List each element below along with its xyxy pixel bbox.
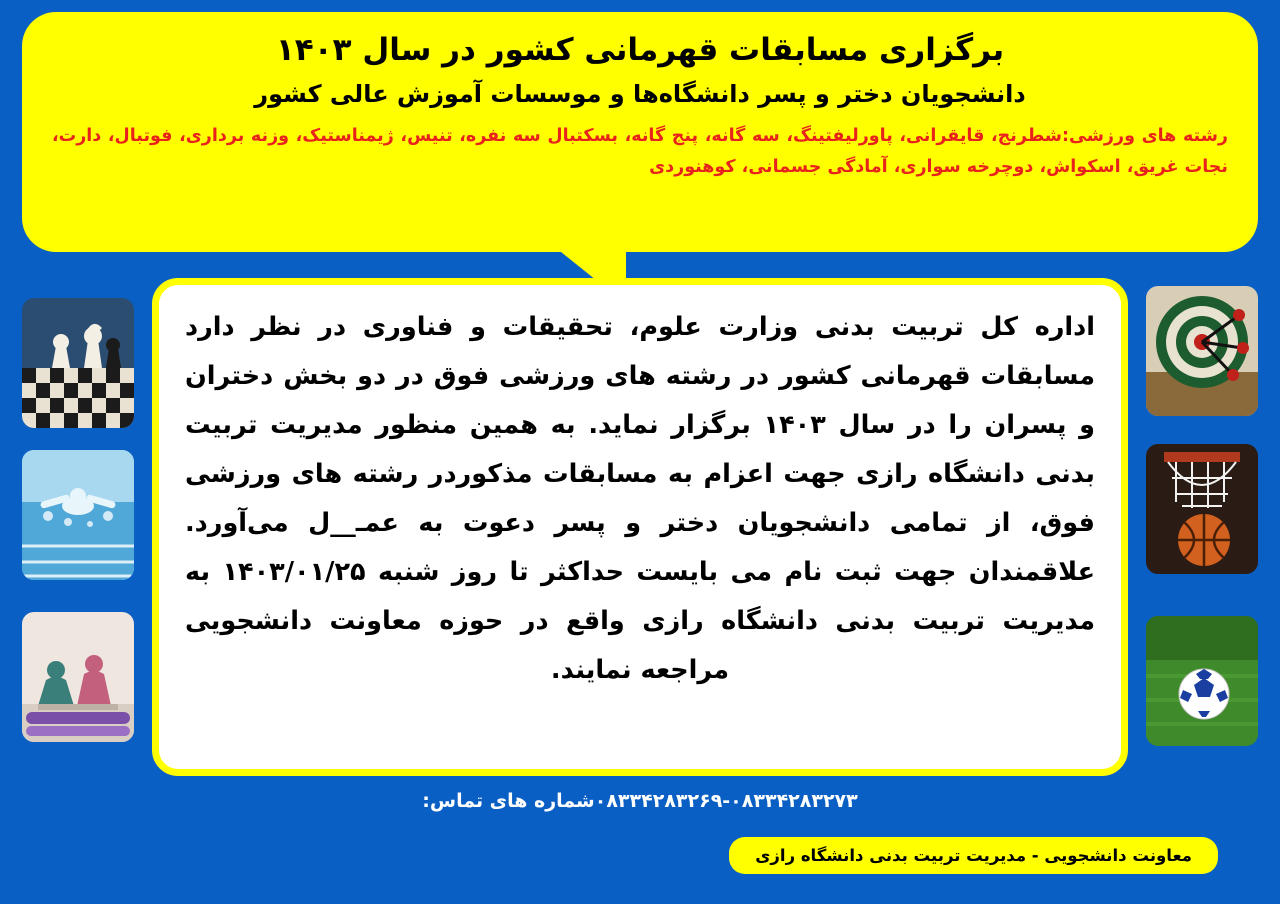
fitness-photo bbox=[22, 612, 134, 742]
page-title: برگزاری مسابقات قهرمانی کشور در سال ۱۴۰۳ bbox=[275, 32, 1005, 68]
chess-photo bbox=[22, 298, 134, 428]
contact-numbers: ۰۸۳۳۴۲۸۳۲۶۹-۰۸۳۳۴۲۸۳۲۷۳ bbox=[594, 790, 858, 812]
contact-line bbox=[152, 790, 1128, 812]
page-subtitle: دانشجویان دختر و پسر دانشگاه‌ها و موسسات آموزش عالی کشور bbox=[254, 79, 1026, 108]
announcement-bubble bbox=[22, 12, 1258, 252]
football-photo bbox=[1146, 616, 1258, 746]
darts-photo bbox=[1146, 286, 1258, 416]
basketball-photo bbox=[1146, 444, 1258, 574]
contact-label: شماره های تماس: bbox=[422, 790, 595, 812]
main-content-panel bbox=[152, 278, 1128, 776]
sports-list-line bbox=[48, 121, 1232, 182]
footer-badge: معاونت دانشجویی - مدیریت تربیت بدنی دانشگاه رازی bbox=[729, 837, 1218, 874]
swimming-photo bbox=[22, 450, 134, 580]
announcement-body: اداره کل تربیت بدنی وزارت علوم، تحقیقات و فناوری در نظر دارد مسابقات قهرمانی کشور در رشته های ورزشی فوق در دو بخش دختران و پسران را در سال ۱۴۰۳ برگزار نماید. به همین منظور مدیریت تربیت بدنی دانشگاه رازی جهت اعزام به مسابقات مذکوردر رشته های ورزشی فوق، از تمامی دانشجویان دختر و پسر دعوت به عمـ__ل می‌آورد. علاقمندان جهت ثبت نام می بایست حداکثر تا روز شنبه ۱۴۰۳/۰۱/۲۵ به مدیریت تربیت بدنی دانشگاه رازی واقع در حوزه معاونت دانشجویی مراجعه نمایند. bbox=[185, 312, 1095, 685]
sports-list-values: شطرنج، قایقرانی، پاورلیفتینگ، سه گانه، پنج گانه، بسکتبال سه نفره، تنیس، ژیمناستیک، وزنه برداری، فوتبال، دارت، نجات غریق، اسکواش، دوچرخه سواری، آمادگی جسمانی، کوهنوردی bbox=[52, 126, 1228, 178]
sports-list-label: رشته های ورزشی: bbox=[1062, 126, 1228, 147]
